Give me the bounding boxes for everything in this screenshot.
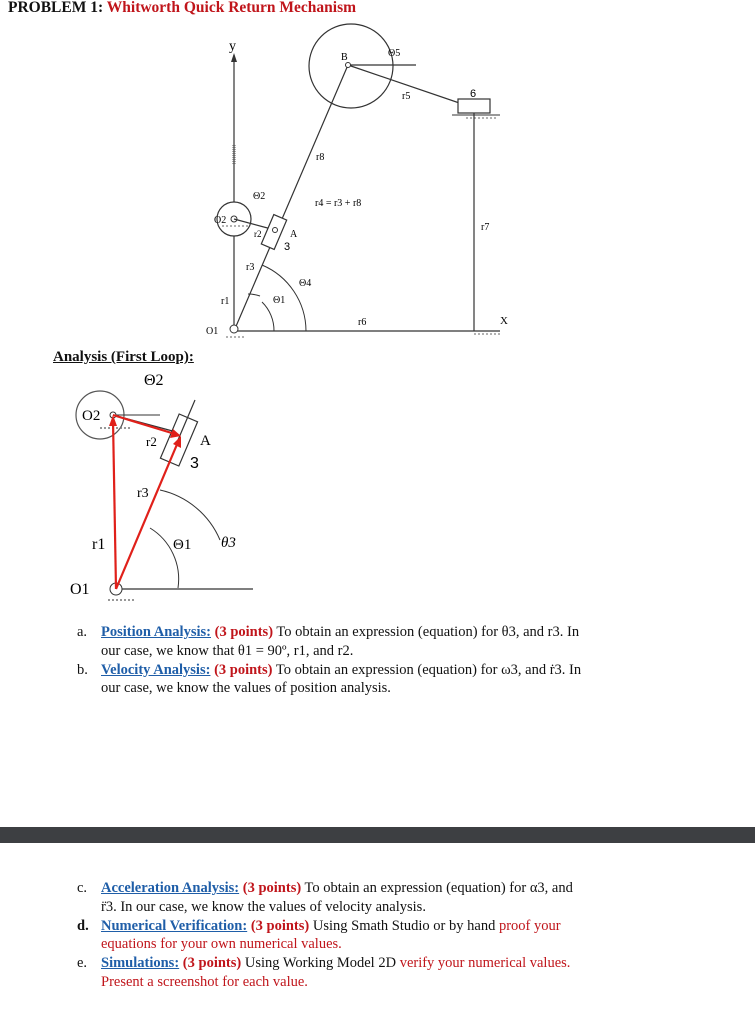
label-loop-eq: r4 = r3 + r8	[315, 198, 362, 209]
label-r6: r6	[358, 317, 367, 328]
item-b-line2: our case, we know the values of position analysis.	[101, 680, 391, 697]
loop-label-a: A	[200, 433, 211, 449]
item-d-line1: Using Smath Studio or by hand	[309, 917, 499, 934]
label-r8: r8	[316, 152, 325, 163]
item-b	[77, 661, 677, 699]
analysis-heading: Analysis (First Loop):	[53, 349, 194, 365]
label-theta1: Θ1	[273, 295, 286, 306]
item-e-line2: Present a screenshot for each value.	[101, 973, 308, 990]
item-c-line1: To obtain an expression (equation) for α3, and	[301, 880, 573, 896]
item-a	[77, 623, 677, 661]
label-y: y	[229, 39, 236, 54]
label-b: B	[341, 52, 348, 63]
label-r2: r2	[254, 229, 262, 239]
loop-theta3-arc	[160, 490, 220, 540]
problem-label: PROBLEM 1:	[8, 0, 104, 16]
items-group-1	[77, 623, 677, 698]
problem-name: Whitworth Quick Return Mechanism	[106, 0, 357, 16]
item-c-line2: r̈3. In our case, we know the values of velocity analysis.	[101, 898, 426, 915]
item-b-points: (3 points)	[214, 661, 273, 678]
items-group-2	[77, 879, 677, 992]
label-theta2: Θ2	[253, 191, 266, 202]
label-o2: O2	[214, 215, 227, 226]
item-c-link[interactable]: Acceleration Analysis:	[101, 880, 240, 896]
item-a-line1: To obtain an expression (equation) for θ3, and r3. In	[273, 624, 580, 640]
loop-label-r2: r2	[146, 434, 157, 449]
label-r3: r3	[246, 262, 255, 273]
item-a-marker: a.	[77, 624, 88, 640]
item-a-line2: our case, we know that θ1 = 90º, r1, and r2.	[101, 642, 354, 659]
label-r5: r5	[402, 91, 411, 102]
label-a: A	[290, 229, 298, 240]
item-b-link[interactable]: Velocity Analysis:	[101, 661, 211, 678]
label-3: 3	[284, 241, 291, 253]
item-a-link[interactable]: Position Analysis:	[101, 624, 211, 640]
loop-label-theta3: θ3	[221, 535, 236, 551]
vector-r1	[113, 420, 116, 589]
item-e	[77, 954, 677, 992]
item-c-points: (3 points)	[242, 880, 302, 896]
item-e-link[interactable]: Simulations:	[101, 955, 180, 972]
label-x: X	[500, 315, 508, 327]
label-6: 6	[470, 88, 477, 100]
item-d-line2: equations for your own numerical values.	[101, 936, 342, 953]
item-c-marker: c.	[77, 880, 88, 896]
item-e-line1: Using Working Model 2D	[241, 955, 400, 972]
loop-label-o2: O2	[82, 408, 101, 424]
item-d-points: (3 points)	[250, 917, 310, 934]
item-b-line1: To obtain an expression (equation) for ω3, and ṙ3. In	[272, 661, 582, 678]
item-d-link[interactable]: Numerical Verification:	[101, 917, 248, 934]
item-e-points: (3 points)	[182, 955, 242, 972]
item-e-marker: e.	[77, 955, 88, 972]
item-d-line1-red: proof your	[498, 917, 561, 934]
loop-label-theta1: Θ1	[173, 537, 192, 553]
item-d-marker: d.	[77, 917, 89, 934]
label-theta4: Θ4	[299, 278, 312, 289]
label-theta5: Θ5	[388, 48, 401, 59]
item-a-points: (3 points)	[214, 624, 274, 640]
vector-r3	[116, 442, 178, 589]
loop-label-3: 3	[190, 455, 199, 472]
label-r1: r1	[221, 296, 230, 307]
loop-label-theta2: Θ2	[144, 372, 164, 389]
item-d	[77, 917, 677, 955]
item-e-line1-red: verify your numerical values.	[399, 955, 571, 972]
label-o1: O1	[206, 326, 219, 337]
item-b-marker: b.	[77, 661, 88, 678]
loop-label-r3: r3	[137, 486, 149, 501]
label-r7: r7	[481, 222, 490, 233]
loop-label-r1: r1	[92, 536, 106, 553]
item-c	[77, 879, 677, 917]
page-divider	[0, 827, 755, 843]
loop-label-o1: O1	[70, 581, 90, 598]
